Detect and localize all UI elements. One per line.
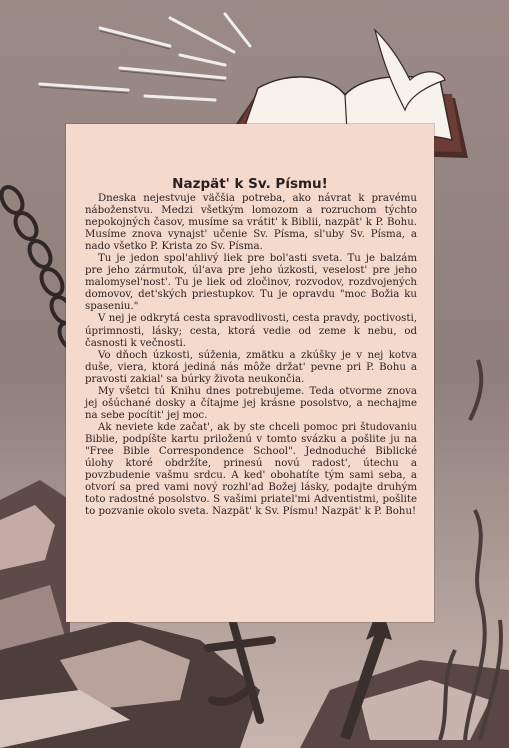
paragraph: V nej je odkrytá cesta spravodlivosti, cesta pravdy, poctivosti, úprimnosti, lásky; cesta, ktorá vedie od zeme k nebu, od časnosti k večnosti. <box>85 313 417 349</box>
paragraph: Vo dňoch úzkosti, súženia, zmätku a zkúšky je v nej kotva duše, viera, ktorá jediná nás môže držat' pevne pri P. Bohu a pravosti zakial' sa búrky života neukončia. <box>85 349 417 385</box>
paragraph: Dneska nejestvuje väčšia potreba, ako návrat k pravému náboženstvu. Medzi všetkým lomozom a rozruchom týchto nepokojných časov, musíme sa vrátit' k Biblii, nazpät' k P. Bohu. Musíme znova vynajst' učenie Sv. Písma, sl'uby Sv. Písma, a nado všetko P. Krista zo Sv. Písma. <box>85 193 417 253</box>
paragraph: Ak neviete kde začat', ak by ste chceli pomoc pri študovaniu Biblie, podpíšte kartu priloženú v tomto svázku a pošlite ju na "Free Bible Correspondence School". Jednoduché Biblické úlohy ktoré obdržíte, prinesú novú radost', útechu a povzbudenie vašmu srdcu. A ked' obohatíte tým sami seba, a otvorí sa pred vami nový rozhl'ad Božej lásky, podajte druhým toto radostné posolstvo. S vašimi priatel'mi Adventistmi, pošlite to pozvanie okolo sveta. Nazpät' k Sv. Písmu! Nazpät' k P. Bohu! <box>85 421 417 518</box>
article-body <box>85 193 417 518</box>
paragraph: Tu je jedon spol'ahlivý liek pre bol'asti sveta. Tu je balzám pre jeho zármutok, úl'ava pre jeho úzkosti, veselost' pre jeho malomysel'nost'. Tu je liek od zločinov, rozvodov, rozdvojených domovov, det'ských priestupkov. Tu je opravdu "moc Božia ku spaseniu." <box>85 253 417 313</box>
article-title: Nazpät' k Sv. Písmu! <box>172 176 328 192</box>
paragraph: My všetci tú Knihu dnes potrebujeme. Teda otvorme znova jej ošúchané dosky a čítajme jej krásne posolstvo, a nechajme na sebe pocítit' jej moc. <box>85 385 417 421</box>
